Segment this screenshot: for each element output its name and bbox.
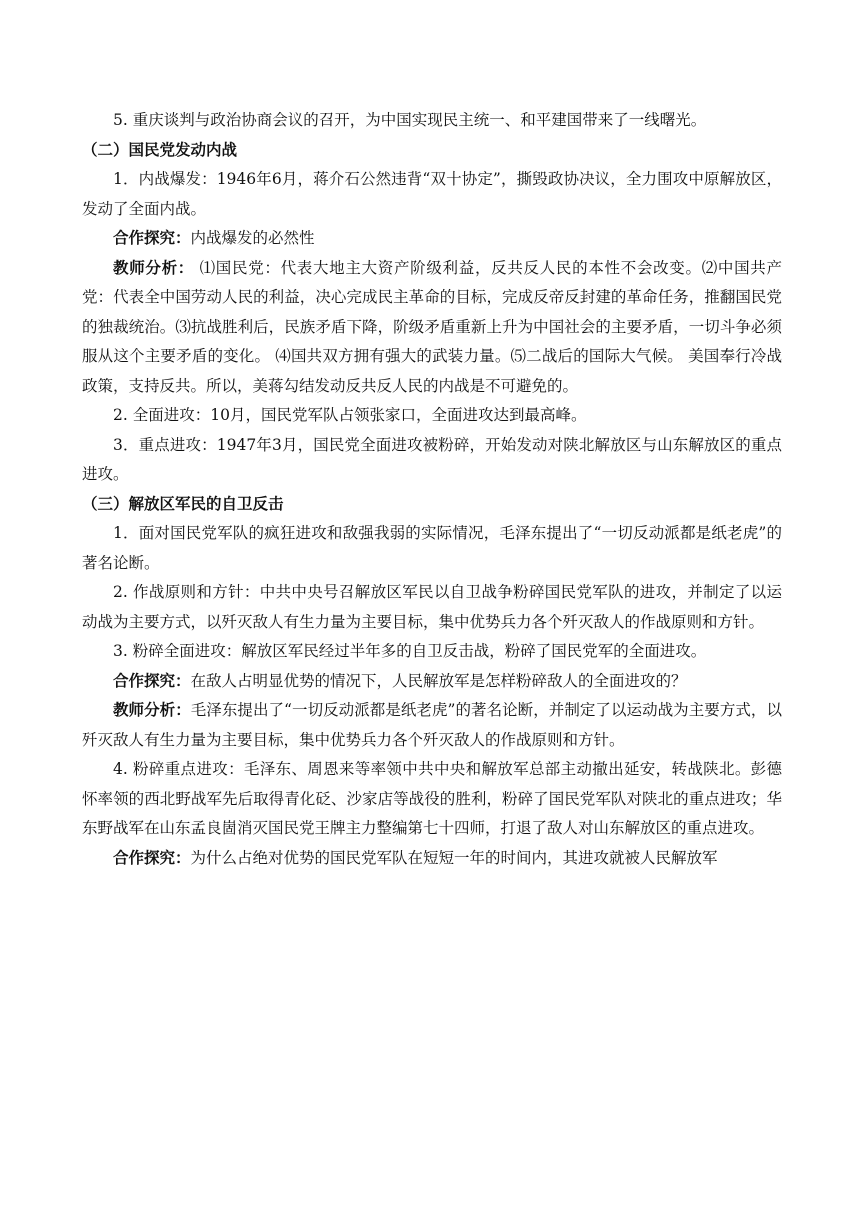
heading-text: （三）解放区军民的自卫反击 [82,494,284,513]
paragraph-inquiry-1 [82,224,782,254]
paragraph-text: 3. 粉碎全面进攻：解放区军民经过半年多的自卫反击战，粉碎了国民党军的全面进攻。 [113,642,707,660]
paragraph-text: 4. 粉碎重点进攻：毛泽东、周恩来等率领中共中央和解放军总部主动撤出延安，转战陕北。彭德怀率领的西北野战军先后取得青化砭、沙家店等战役的胜利，粉碎了国民党军队对陕北的重点进攻；华东野战军在山东孟良崮消灭国民党王牌主力整编第七十四师，打退了敌人对山东解放区的重点进攻。 [82,760,782,837]
inquiry-label: 合作探究： [113,848,191,867]
section-heading-civil-war [82,136,782,166]
inquiry-label: 合作探究： [113,229,191,247]
paragraph-paper-tiger [82,519,782,578]
inquiry-label: 合作探究： [113,671,191,690]
paragraph-smash-focused [82,755,782,844]
paragraph-text: 5. 重庆谈判与政治协商会议的召开，为中国实现民主统一、和平建国带来了一线曙光。 [113,111,707,129]
analysis-text: ⑴国民党：代表大地主大资产阶级利益，反共反人民的本性不会改变。⑵中国共产党：代表全中国劳动人民的利益，决心完成民主革命的目标，完成反帝反封建的革命任务，推翻国民党的独裁统治。⑶抗战胜利后，民族矛盾下降，阶级矛盾重新上升为中国社会的主要矛盾，一切斗争必须服从这个主要矛盾的变化。 ⑷国共双方拥有强大的武装力量。⑸二战后的国际大气候。 美国奉行冷战政策，支持反共。所以，美蒋勾结发动反共反人民的内战是不可避免的。 [82,258,782,395]
analysis-label: 教师分析： [113,701,191,719]
paragraph-analysis-2 [82,696,782,755]
paragraph-principles [82,578,782,637]
paragraph-text: 2. 全面进攻：10月，国民党军队占领张家口，全面进攻达到最高峰。 [113,406,587,424]
paragraph-smash-full [82,637,782,667]
paragraph-text: 3．重点进攻：1947年3月，国民党全面进攻被粉碎，开始发动对陕北解放区与山东解放区的重点进攻。 [82,435,782,483]
paragraph-analysis-1 [82,254,782,402]
section-heading-self-defense [82,490,782,520]
analysis-label: 教师分析： [113,258,194,277]
inquiry-text: 在敌人占明显优势的情况下，人民解放军是怎样粉碎敌人的全面进攻的？ [190,671,687,690]
paragraph-inquiry-2 [82,667,782,697]
document-body [82,106,782,873]
paragraph-inquiry-3 [82,844,782,874]
paragraph-full-offensive [82,401,782,431]
paragraph-war-outbreak [82,165,782,224]
analysis-text: 毛泽东提出了“一切反动派都是纸老虎”的著名论断，并制定了以运动战为主要方式，以歼灭敌人有生力量为主要目标，集中优势兵力各个歼灭敌人的作战原则和方针。 [82,701,782,749]
inquiry-text: 为什么占绝对优势的国民党军队在短短一年的时间内，其进攻就被人民解放军 [190,848,718,867]
paragraph-text: 2. 作战原则和方针：中共中央号召解放区军民以自卫战争粉碎国民党军队的进攻，并制定了以运动战为主要方式，以歼灭敌人有生力量为主要目标，集中优势兵力各个歼灭敌人的作战原则和方针。 [82,583,782,631]
paragraph-text: 1．面对国民党军队的疯狂进攻和敌强我弱的实际情况，毛泽东提出了“一切反动派都是纸老虎”的著名论断。 [82,524,782,572]
paragraph-focused-offensive [82,431,782,490]
paragraph-chongqing-talks [82,106,782,136]
heading-text: （二）国民党发动内战 [82,140,238,159]
paragraph-text: 1．内战爆发：1946年6月，蒋介石公然违背“双十协定”，撕毁政协决议，全力围攻中原解放区，发动了全面内战。 [82,170,782,218]
inquiry-text: 内战爆发的必然性 [190,229,315,247]
